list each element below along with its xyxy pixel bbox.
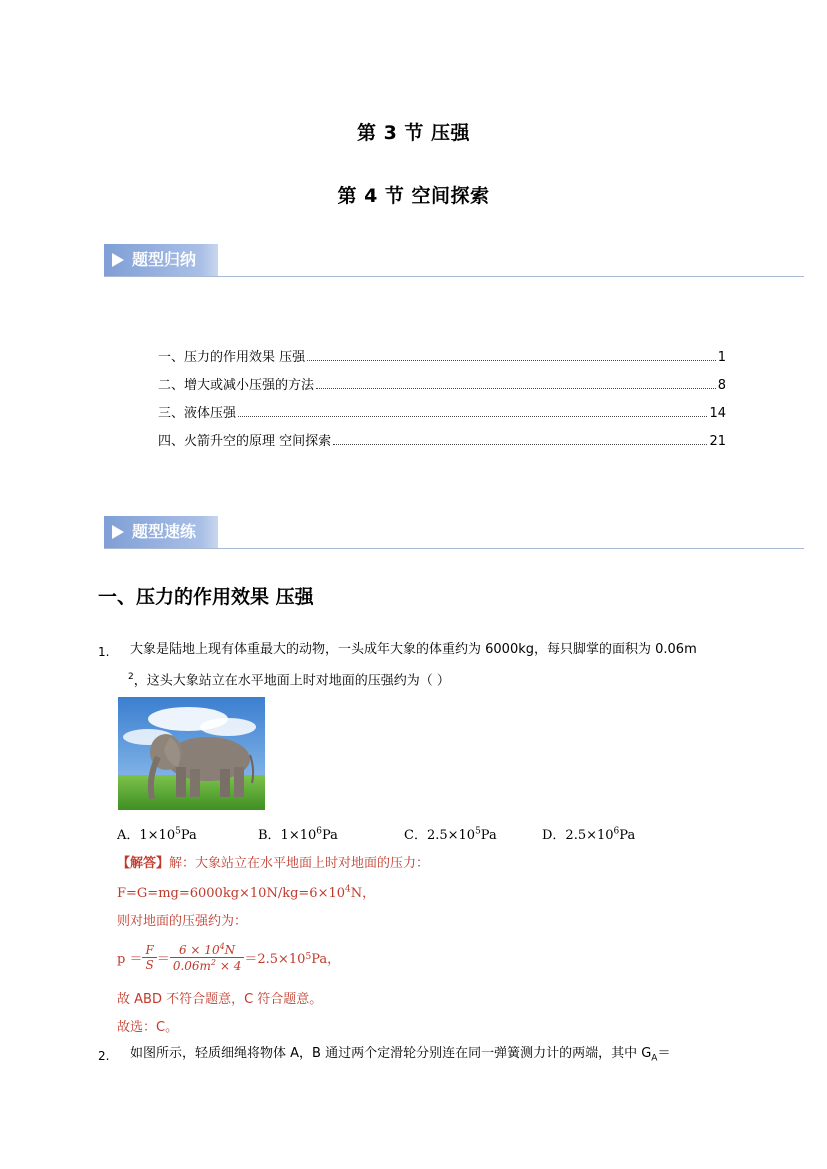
- fraction-numerator: [170, 942, 245, 958]
- fraction-numerator: F: [142, 943, 156, 958]
- toc-leader: [307, 360, 716, 361]
- superscript: 5: [175, 826, 181, 837]
- option-label: C．2.5×10: [404, 828, 476, 843]
- toc-page: 1: [717, 350, 726, 365]
- toc-item[interactable]: [158, 373, 726, 393]
- superscript: 4: [345, 884, 351, 895]
- question-number: 1.: [98, 645, 110, 659]
- superscript: 4: [219, 941, 225, 951]
- answer-formula: [117, 937, 340, 977]
- fraction-denominator: [170, 958, 245, 973]
- toc-leader: [316, 388, 716, 389]
- superscript: 5: [305, 952, 312, 962]
- question-text: [130, 1044, 670, 1069]
- toc-leader: [238, 416, 707, 417]
- toc-item[interactable]: [158, 345, 726, 365]
- fraction-values: [170, 942, 245, 973]
- option-unit: Pa: [322, 828, 338, 843]
- answer-line3: 则对地面的压强约为：: [117, 914, 248, 929]
- result-text: ＝2.5×10: [244, 951, 306, 967]
- answer-text: N，: [350, 886, 376, 901]
- section-banner-summary: [104, 244, 804, 277]
- num-part: N: [224, 942, 236, 957]
- option-label: A．1×10: [117, 828, 176, 843]
- toc-label: 二、增大或减小压强的方法: [158, 378, 315, 393]
- num-part: 6 × 10: [178, 942, 220, 957]
- toc-page: 21: [709, 434, 726, 449]
- superscript: 6: [316, 826, 322, 837]
- toc-label: 四、火箭升空的原理 空间探索: [158, 434, 332, 449]
- question-text-line1: 大象是陆地上现有体重最大的动物，一头成年大象的体重约为 6000kg，每只脚掌的面积为 0.06m: [130, 642, 697, 657]
- toc-page: 8: [717, 378, 726, 393]
- toc-leader: [333, 444, 707, 445]
- option-label: B．1×10: [258, 828, 317, 843]
- question-text-line2: [128, 667, 450, 691]
- section-heading: 一、压力的作用效果 压强: [98, 586, 314, 608]
- den-part: 0.06m: [172, 958, 211, 973]
- question-text-tail: ＝: [657, 1046, 671, 1061]
- superscript: 2: [210, 957, 217, 967]
- superscript: 2: [128, 672, 134, 682]
- result-text: Pa，: [311, 951, 341, 967]
- answer-line2: [117, 882, 375, 901]
- option-c[interactable]: [404, 824, 497, 843]
- elephant-image: [118, 697, 265, 810]
- question-text: ，这头大象站立在水平地面上时对地面的压强约为（ ）: [133, 673, 450, 689]
- den-part: × 4: [216, 958, 242, 973]
- fraction-f-over-s: [142, 943, 156, 972]
- answer-text: F=G=mg=6000kg×10N/kg=6×10: [117, 886, 346, 901]
- option-unit: Pa: [480, 828, 497, 843]
- toc-item[interactable]: [158, 401, 726, 421]
- banner-tab: [104, 244, 218, 276]
- option-unit: Pa: [180, 828, 197, 843]
- formula-prefix: p ＝: [117, 951, 143, 967]
- option-d[interactable]: [542, 824, 635, 843]
- option-b[interactable]: [258, 824, 338, 843]
- page-subtitle: 第 4 节 空间探索: [337, 185, 490, 207]
- superscript: 6: [613, 826, 620, 837]
- toc-label: 一、压力的作用效果 压强: [158, 350, 306, 365]
- question-number: 2.: [98, 1049, 110, 1063]
- toc-label: 三、液体压强: [158, 406, 237, 421]
- toc-item[interactable]: [158, 429, 726, 449]
- banner-label: 题型速练: [132, 522, 197, 541]
- banner-tab: [104, 516, 218, 548]
- option-unit: Pa: [619, 828, 636, 843]
- section-banner-practice: [104, 516, 804, 549]
- answer-text: 解：大象站立在水平地面上时对地面的压力：: [169, 856, 430, 871]
- superscript: 5: [475, 826, 481, 837]
- answer-line5: 故 ABD 不符合题意，C 符合题意。: [117, 992, 323, 1007]
- subscript: A: [651, 1053, 658, 1064]
- question-text-main: 如图所示，轻质细绳将物体 A，B 通过两个定滑轮分别连在同一弹簧测力计的两端，其中 G: [130, 1046, 652, 1061]
- banner-label: 题型归纳: [132, 250, 197, 269]
- option-label: D．2.5×10: [542, 828, 614, 843]
- answer-line6: 故选：C。: [117, 1020, 179, 1035]
- arrow-right-icon: [112, 525, 124, 539]
- answer-line1: [117, 852, 429, 871]
- toc-page: 14: [709, 406, 726, 421]
- answer-tag: 【解答】: [117, 856, 170, 871]
- fraction-denominator: S: [145, 957, 154, 972]
- page-title: 第 3 节 压强: [356, 122, 471, 144]
- equals-sign: ＝: [156, 951, 170, 967]
- arrow-right-icon: [112, 253, 124, 267]
- option-a[interactable]: [117, 824, 197, 843]
